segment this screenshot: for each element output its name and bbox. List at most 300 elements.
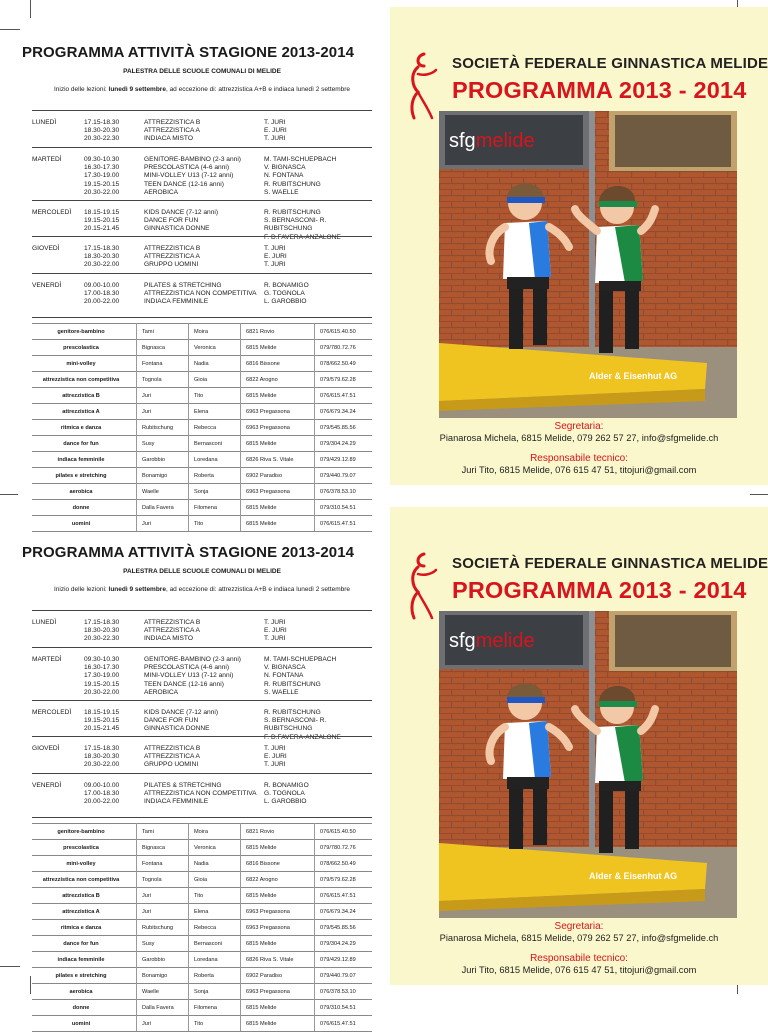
schedule-times	[84, 619, 144, 644]
schedule-activities-line: ATTREZZISTICA NON COMPETITIVA	[144, 290, 257, 298]
contact-name: Gioia	[194, 377, 208, 383]
schedule-activities-line: GENITORE-BAMBINO (2-3 anni)	[144, 656, 241, 663]
schedule-activities	[144, 745, 262, 770]
schedule-day: MERCOLEDÌ	[32, 709, 72, 716]
schedule-times-line: 19.15-20.15	[84, 680, 120, 688]
contact-surname: Fontana	[142, 361, 163, 367]
schedule-trainers-line: L. GAROBBIO	[264, 298, 307, 306]
contact-phone: 079/429.12.89	[320, 957, 356, 963]
schedule-activities-line: TEEN DANCE (12-16 anni)	[144, 180, 224, 188]
schedule-times-line: 20.30-22.30	[84, 635, 120, 643]
schedule-activities-line: ATTREZZISTICA B	[144, 245, 201, 252]
contact-row	[32, 387, 372, 404]
contact-phone: 079/440.79.07	[320, 973, 356, 979]
column-divider	[314, 823, 315, 1031]
schedule-times	[84, 656, 144, 697]
contact-name: Tito	[194, 1021, 204, 1027]
schedule-times-line: 20.00-22.00	[84, 298, 120, 306]
contact-place: 6815 Melide	[246, 1005, 277, 1011]
contact-surname: Juri	[142, 409, 152, 415]
contact-row	[32, 1015, 372, 1032]
contact-name: Bernasconi	[194, 441, 222, 447]
schedule-times-line: 17.30-19.00	[84, 172, 120, 180]
schedule-trainers-line: N. FONTANA	[264, 172, 304, 180]
contact-phone: 079/440.79.07	[320, 473, 356, 479]
contact-activity: pilates e stretching	[55, 473, 107, 479]
schedule-trainers-line: N. FONTANA	[264, 672, 304, 680]
contact-activity: aerobica	[69, 989, 93, 995]
schedule-activities-line: INDIACA MISTO	[144, 135, 193, 143]
schedule-trainers-line: R. RUBITSCHUNG	[264, 680, 321, 688]
column-divider	[314, 323, 315, 531]
banner-text: Alder & Eisenhut AG	[589, 871, 678, 881]
contact-surname: Rubitschung	[142, 925, 174, 931]
schedule-trainers	[264, 245, 374, 270]
contact-row	[32, 839, 372, 856]
gymnast-logo-icon	[402, 552, 440, 622]
contact-place: 6902 Paradiso	[246, 473, 283, 479]
contact-place: 6963 Pregassona	[246, 489, 290, 495]
contact-place: 6902 Paradiso	[246, 973, 283, 979]
schedule-trainers-line: E. JURI	[264, 253, 287, 261]
schedule-activities	[144, 209, 262, 234]
contact-activity: attrezzistica A	[62, 409, 100, 415]
contact-surname: Bonamigo	[142, 973, 168, 979]
schedule-times	[84, 119, 144, 144]
contact-name: Rebecca	[194, 425, 217, 431]
contact-row	[32, 967, 372, 984]
contact-surname: Dalla Favera	[142, 505, 174, 511]
contact-surname: Susy	[142, 441, 155, 447]
schedule-times-line: 20.30-22.00	[84, 688, 120, 696]
schedule-activities-line: INDIACA MISTO	[144, 635, 193, 643]
schedule-activities	[144, 156, 262, 197]
contact-row	[32, 903, 372, 920]
schedule-times-line: 20.30-22.00	[84, 188, 120, 196]
schedule-times-line: 18.15-19.15	[84, 209, 120, 216]
contact-activity: attrezzistica A	[62, 909, 100, 915]
contact-row	[32, 919, 372, 936]
schedule-times-line: 20.30-22.30	[84, 135, 120, 143]
contact-name: Nadia	[194, 861, 209, 867]
schedule-trainers-line: E. JURI	[264, 753, 287, 761]
contact-row	[32, 871, 372, 888]
contact-place: 6815 Melide	[246, 441, 277, 447]
schedule-times-line: 18.15-19.15	[84, 709, 120, 716]
contact-name: Veronica	[194, 845, 216, 851]
schedule-trainers-line: G. TOGNOLA	[264, 290, 305, 298]
column-divider	[240, 323, 241, 531]
contact-surname: Garobbio	[142, 457, 166, 463]
contact-name: Filomena	[194, 1005, 218, 1011]
schedule-times-line: 19.15-20.15	[84, 180, 120, 188]
schedule-activities-line: ATTREZZISTICA A	[144, 127, 200, 135]
schedule-trainers-line: M. TAMI-SCHUEPBACH	[264, 656, 337, 663]
schedule-trainers-line: S. WAELLE	[264, 188, 299, 196]
segretaria-label: Segretaria:	[554, 921, 604, 932]
schedule-activities-line: DANCE FOR FUN	[144, 717, 199, 725]
contact-name: Tito	[194, 521, 204, 527]
venue-subtitle: PALESTRA DELLE SCUOLE COMUNALI DI MELIDE	[123, 68, 281, 75]
schedule-trainers-line: T. JURI	[264, 261, 286, 269]
contact-surname: Bignasca	[142, 845, 166, 851]
schedule-activities-line: INDIACA FEMMINILE	[144, 298, 209, 306]
schedule-times-line: 16.30-17.30	[84, 664, 120, 672]
crop-mark	[0, 494, 18, 495]
contact-row	[32, 371, 372, 388]
contact-row	[32, 887, 372, 904]
contact-phone: 076/615.40.50	[320, 329, 356, 335]
schedule-activities-line: GINNASTICA DONNE	[144, 225, 210, 233]
schedule-times	[84, 245, 144, 270]
contact-surname: Juri	[142, 893, 152, 899]
contact-surname: Garobbio	[142, 957, 166, 963]
schedule-trainers-line: V. BIGNASCA	[264, 164, 306, 172]
schedule-times-line: 20.15-21.45	[84, 725, 120, 733]
contact-row	[32, 323, 372, 340]
schedule-trainers	[264, 619, 374, 644]
contact-row	[32, 855, 372, 872]
contact-activity: dance for fun	[63, 441, 99, 447]
schedule-trainers-line: R. RUBITSCHUNG	[264, 209, 321, 216]
contact-name: Elena	[194, 409, 209, 415]
contact-activity: genitore-bambino	[57, 329, 105, 335]
contact-name: Nadia	[194, 361, 209, 367]
contact-surname: Juri	[142, 909, 152, 915]
contact-name: Tito	[194, 893, 204, 899]
schedule-times	[84, 745, 144, 770]
contact-name: Gioia	[194, 877, 208, 883]
flyer-panel	[0, 507, 768, 1027]
contact-name: Veronica	[194, 345, 216, 351]
schedule-times-line: 17.00-18.30	[84, 790, 120, 798]
schedule-day: MARTEDÌ	[32, 156, 62, 163]
contact-surname: Juri	[142, 1021, 152, 1027]
schedule-times-line: 17.15-18.30	[84, 119, 120, 126]
schedule-activities-line: GRUPPO UOMINI	[144, 761, 199, 769]
schedule-trainers-line: R. RUBITSCHUNG	[264, 709, 321, 716]
sfg-logo-text: sfgmelide	[449, 130, 535, 152]
contact-place: 6815 Melide	[246, 1021, 277, 1027]
contact-row	[32, 983, 372, 1000]
program-heading: PROGRAMMA 2013 - 2014	[452, 577, 747, 603]
segretaria-info: Pianarosa Michela, 6815 Melide, 079 262 57 27, info@sfgmelide.ch	[439, 933, 719, 943]
contact-activity: indiaca femminile	[57, 457, 105, 463]
contact-name: Bernasconi	[194, 941, 222, 947]
schedule-trainers	[264, 745, 374, 770]
schedule-times-line: 18.30-20.30	[84, 127, 120, 135]
contact-activity: mini-volley	[66, 361, 96, 367]
column-divider	[136, 323, 137, 531]
schedule-trainers	[264, 656, 374, 697]
schedule-activities-line: INDIACA FEMMINILE	[144, 798, 209, 806]
schedule-activities-line: GRUPPO UOMINI	[144, 261, 199, 269]
schedule-times	[84, 282, 144, 307]
schedule-trainers-line: T. JURI	[264, 135, 286, 143]
contact-surname: Fontana	[142, 861, 163, 867]
schedule-trainers	[264, 282, 374, 307]
contact-row	[32, 435, 372, 452]
contact-place: 6821 Rovio	[246, 329, 275, 335]
contact-name: Roberta	[194, 973, 214, 979]
society-name: SOCIETÀ FEDERALE GINNASTICA MELIDE	[452, 55, 768, 72]
contact-surname: Susy	[142, 941, 155, 947]
contact-activity: genitore-bambino	[57, 829, 105, 835]
schedule-trainers-line: L. GAROBBIO	[264, 798, 307, 806]
contact-phone: 079/780.72.76	[320, 845, 356, 851]
kids-photo	[439, 611, 737, 918]
contact-phone: 079/304.24.29	[320, 941, 356, 947]
start-note: Inizio delle lezioni: lunedì 9 settembre, ad eccezione di: attrezzistica A+B e indiaca lunedì 2 settembre	[53, 86, 351, 93]
contact-activity: donne	[72, 505, 90, 511]
contact-phone: 076/679.34.24	[320, 409, 356, 415]
contact-phone: 076/615.47.51	[320, 893, 356, 899]
schedule-activities-line: PILATES & STRETCHING	[144, 782, 222, 789]
schedule-row	[32, 773, 372, 818]
schedule-times-line: 20.30-22.00	[84, 261, 120, 269]
contact-phone: 076/615.47.51	[320, 393, 356, 399]
contact-surname: Waelle	[142, 489, 159, 495]
contact-phone: 079/310.54.51	[320, 505, 356, 511]
society-name: SOCIETÀ FEDERALE GINNASTICA MELIDE	[452, 555, 768, 572]
schedule-activities	[144, 709, 262, 734]
contact-surname: Juri	[142, 393, 152, 399]
contact-phone: 079/579.62.28	[320, 377, 356, 383]
flyer-panel	[0, 7, 768, 527]
contact-activity: ritmica e danza	[60, 425, 102, 431]
contact-place: 6822 Arogno	[246, 377, 278, 383]
contact-activity: donne	[72, 1005, 90, 1011]
contact-row	[32, 467, 372, 484]
contact-row	[32, 483, 372, 500]
schedule-activities-line: DANCE FOR FUN	[144, 217, 199, 225]
contact-place: 6815 Melide	[246, 521, 277, 527]
contact-name: Rebecca	[194, 925, 217, 931]
schedule-times	[84, 156, 144, 197]
contact-surname: Tami	[142, 329, 154, 335]
schedule-times-line: 20.30-22.00	[84, 761, 120, 769]
contact-row	[32, 999, 372, 1016]
contact-place: 6815 Melide	[246, 845, 277, 851]
segretaria-label: Segretaria:	[554, 421, 604, 432]
contact-name: Loredana	[194, 457, 218, 463]
schedule-trainers-line: S. BERNASCONI- R. RUBITSCHUNG	[264, 717, 327, 733]
contact-place: 6815 Melide	[246, 393, 277, 399]
contact-place: 6963 Pregassona	[246, 909, 290, 915]
schedule-times-line: 09.00-10.00	[84, 282, 120, 289]
crop-mark	[750, 494, 768, 495]
schedule-activities-line: ATTREZZISTICA NON COMPETITIVA	[144, 790, 257, 798]
column-divider	[188, 323, 189, 531]
contact-name: Elena	[194, 909, 209, 915]
schedule-row	[32, 110, 372, 148]
schedule-activities-line: KIDS DANCE (7-12 anni)	[144, 709, 219, 716]
schedule-times-line: 19.15-20.15	[84, 717, 120, 725]
contact-phone: 079/304.24.29	[320, 441, 356, 447]
contact-phone: 079/429.12.89	[320, 457, 356, 463]
contact-activity: pilates e stretching	[55, 973, 107, 979]
contact-activity: uomini	[71, 1021, 91, 1027]
schedule-trainers-line: T. JURI	[264, 619, 286, 626]
contact-row	[32, 339, 372, 356]
schedule-row	[32, 647, 372, 701]
schedule-times-line: 19.15-20.15	[84, 217, 120, 225]
schedule-activities-line: GENITORE-BAMBINO (2-3 anni)	[144, 156, 241, 163]
contact-phone: 076/679.34.24	[320, 909, 356, 915]
contact-surname: Bonamigo	[142, 473, 168, 479]
gymnast-logo-icon	[402, 52, 440, 122]
schedule-times-line: 17.30-19.00	[84, 672, 120, 680]
program-heading: PROGRAMMA 2013 - 2014	[452, 77, 747, 103]
schedule-times-line: 18.30-20.30	[84, 627, 120, 635]
contact-place: 6822 Arogno	[246, 877, 278, 883]
contact-phone: 076/615.47.51	[320, 1021, 356, 1027]
segretaria-info: Pianarosa Michela, 6815 Melide, 079 262 57 27, info@sfgmelide.ch	[439, 433, 719, 443]
schedule-activities-line: MINI-VOLLEY U13 (7-12 anni)	[144, 672, 234, 680]
contact-activity: attrezzistica B	[62, 393, 100, 399]
schedule-row	[32, 147, 372, 201]
contact-place: 6963 Pregassona	[246, 409, 290, 415]
schedule-day: GIOVEDÌ	[32, 745, 60, 752]
schedule-day: MARTEDÌ	[32, 656, 62, 663]
schedule-activities-line: KIDS DANCE (7-12 anni)	[144, 209, 219, 216]
contact-phone: 076/615.47.51	[320, 521, 356, 527]
contact-place: 6816 Bissone	[246, 361, 280, 367]
kids-photo	[439, 111, 737, 418]
schedule-times-line: 18.30-20.30	[84, 753, 120, 761]
contact-phone: 079/545.85.56	[320, 425, 356, 431]
contact-row	[32, 403, 372, 420]
schedule-times-line: 16.30-17.30	[84, 164, 120, 172]
schedule-trainers-line: T. JURI	[264, 761, 286, 769]
contact-row	[32, 355, 372, 372]
contact-activity: prescolastica	[63, 345, 99, 351]
contact-surname: Tognola	[142, 877, 162, 883]
schedule-activities-line: GINNASTICA DONNE	[144, 725, 210, 733]
schedule-day: MERCOLEDÌ	[32, 209, 72, 216]
schedule-times-line: 09.30-10.30	[84, 156, 120, 163]
schedule-activities	[144, 119, 262, 144]
responsabile-label: Responsabile tecnico:	[530, 453, 628, 464]
contact-place: 6815 Melide	[246, 345, 277, 351]
contact-row	[32, 451, 372, 468]
venue-subtitle: PALESTRA DELLE SCUOLE COMUNALI DI MELIDE	[123, 568, 281, 575]
schedule-day: VENERDÌ	[32, 282, 62, 289]
contact-phone: 078/662.50.49	[320, 861, 356, 867]
schedule-times-line: 09.00-10.00	[84, 782, 120, 789]
schedule-times	[84, 209, 144, 234]
contact-activity: dance for fun	[63, 941, 99, 947]
schedule-row	[32, 700, 372, 741]
contact-surname: Bignasca	[142, 345, 166, 351]
start-note: Inizio delle lezioni: lunedì 9 settembre, ad eccezione di: attrezzistica A+B e indiaca lunedì 2 settembre	[53, 586, 351, 593]
schedule-day: LUNEDÌ	[32, 619, 57, 626]
schedule-trainers-line: V. BIGNASCA	[264, 664, 306, 672]
schedule-times-line: 18.30-20.30	[84, 253, 120, 261]
contact-row	[32, 823, 372, 840]
contact-activity: mini-volley	[66, 861, 96, 867]
contact-name: Tito	[194, 393, 204, 399]
schedule-activities-line: PRESCOLASTICA (4-6 anni)	[144, 664, 230, 672]
schedule-day: VENERDÌ	[32, 782, 62, 789]
column-divider	[136, 823, 137, 1031]
schedule-activities	[144, 245, 262, 270]
schedule-activities-line: ATTREZZISTICA A	[144, 627, 200, 635]
schedule-trainers-line: S. WAELLE	[264, 688, 299, 696]
contact-activity: ritmica e danza	[60, 925, 102, 931]
contact-activity: attrezzistica non competitiva	[42, 377, 120, 383]
contact-phone: 079/780.72.76	[320, 345, 356, 351]
contact-surname: Tognola	[142, 377, 162, 383]
contact-activity: attrezzistica non competitiva	[42, 877, 120, 883]
contact-name: Sonja	[194, 989, 209, 995]
schedule-row	[32, 273, 372, 318]
schedule-activities	[144, 282, 262, 307]
schedule-trainers-line: T. JURI	[264, 745, 286, 752]
schedule-trainers-line: F. D.FAVERA-ANZALONE	[264, 733, 341, 741]
schedule-activities	[144, 656, 262, 697]
schedule-times-line: 17.00-18.30	[84, 290, 120, 298]
contact-activity: uomini	[71, 521, 91, 527]
schedule-times-line: 17.15-18.30	[84, 245, 120, 252]
schedule-trainers-line: G. TOGNOLA	[264, 790, 305, 798]
contact-name: Sonja	[194, 489, 209, 495]
contact-activity: attrezzistica B	[62, 893, 100, 899]
schedule-times-line: 17.15-18.30	[84, 619, 120, 626]
schedule-activities-line: MINI-VOLLEY U13 (7-12 anni)	[144, 172, 234, 180]
schedule-trainers-line: T. JURI	[264, 245, 286, 252]
contact-phone: 079/545.85.56	[320, 925, 356, 931]
contact-place: 6963 Pregassona	[246, 425, 290, 431]
contact-phone: 076/378.53.10	[320, 489, 356, 495]
schedule-trainers	[264, 119, 374, 144]
contact-name: Filomena	[194, 505, 218, 511]
contact-row	[32, 951, 372, 968]
schedule-times-line: 20.15-21.45	[84, 225, 120, 233]
contact-activity: aerobica	[69, 489, 93, 495]
page-title: PROGRAMMA ATTIVITÀ STAGIONE 2013-2014	[22, 44, 355, 61]
contact-place: 6821 Rovio	[246, 829, 275, 835]
schedule-day: GIOVEDÌ	[32, 245, 60, 252]
schedule-trainers-line: T. JURI	[264, 635, 286, 643]
schedule-trainers-line: R. RUBITSCHUNG	[264, 180, 321, 188]
schedule-activities-line: PILATES & STRETCHING	[144, 282, 222, 289]
schedule-row	[32, 200, 372, 241]
contact-activity: prescolastica	[63, 845, 99, 851]
contact-place: 6816 Bissone	[246, 861, 280, 867]
schedule-trainers-line: F. D.FAVERA-ANZALONE	[264, 233, 341, 241]
banner-text: Alder & Eisenhut AG	[589, 371, 678, 381]
schedule-activities-line: ATTREZZISTICA B	[144, 619, 201, 626]
sfg-logo-text: sfgmelide	[449, 630, 535, 652]
contact-surname: Waelle	[142, 989, 159, 995]
contact-place: 6963 Pregassona	[246, 925, 290, 931]
responsabile-label: Responsabile tecnico:	[530, 953, 628, 964]
schedule-times-line: 17.15-18.30	[84, 745, 120, 752]
contact-row	[32, 935, 372, 952]
schedule-trainers-line: E. JURI	[264, 127, 287, 135]
schedule-trainers-line: T. JURI	[264, 119, 286, 126]
schedule-divider	[32, 817, 372, 818]
schedule-row	[32, 733, 372, 774]
contact-activity: indiaca femminile	[57, 957, 105, 963]
contact-phone: 078/662.50.49	[320, 361, 356, 367]
contact-place: 6826 Riva S. Vitale	[246, 957, 294, 963]
schedule-row	[32, 610, 372, 648]
schedule-activities-line: AEROBICA	[144, 688, 179, 696]
schedule-day: LUNEDÌ	[32, 119, 57, 126]
contact-phone: 079/310.54.51	[320, 1005, 356, 1011]
